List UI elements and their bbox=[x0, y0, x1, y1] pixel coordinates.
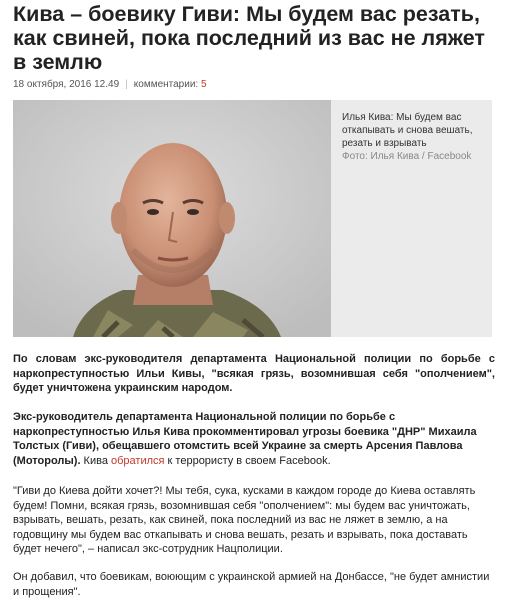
meta-divider: | bbox=[125, 79, 128, 90]
comments-label: комментарии: bbox=[133, 79, 199, 90]
facebook-post-link[interactable]: обратился bbox=[111, 454, 165, 467]
paragraph-2-pre: Кива bbox=[80, 454, 112, 467]
photo-block bbox=[13, 100, 492, 337]
quote-paragraph: "Гиви до Киева дойти хочет?! Мы тебя, сука, кусками в каждом городе до Киева оставлять будем! Помни, всякая грязь, возомнившая себя "ополчением": мы будем вас уничтожать, взрывать, вешать, резать, как свиней, пока последний из вас не ляжет в землю, а на годовщину мы будем вас откапывать и снова вешать, резать и взрывать, пока доставать будет нечего", – написал экс-сотрудник Нацполиции. bbox=[13, 485, 476, 555]
article-meta bbox=[13, 79, 207, 90]
photo-credit: Фото: Илья Кива / Facebook bbox=[342, 151, 472, 162]
photo-caption-text: Илья Кива: Мы будем вас откапывать и снова вешать, резать и взрывать bbox=[342, 112, 473, 149]
portrait-photo bbox=[13, 100, 331, 337]
article-date: 18 октября, 2016 12.49 bbox=[13, 79, 120, 90]
article-title: Кива – боевику Гиви: Мы будем вас резать, как свиней, пока последний из вас не ляжет в землю bbox=[13, 2, 485, 74]
paragraph-2 bbox=[13, 410, 495, 468]
paragraph-4: Он добавил, что боевикам, воюющим с украинской армией на Донбассе, "не будет амнистии и прощения". bbox=[13, 571, 490, 598]
photo-caption bbox=[342, 111, 487, 163]
paragraph-2-post: к террористу в своем Facebook. bbox=[164, 454, 331, 467]
comments-count: 5 bbox=[200, 79, 207, 90]
lead-paragraph: По словам экс-руководителя департамента Национальной полиции по борьбе с наркопреступностью Ильи Кивы, "всякая грязь, возомнившая себя "ополчением", будет уничтожена украинским народом. bbox=[13, 353, 495, 394]
comments-link[interactable] bbox=[134, 79, 207, 90]
paragraph-2-bold: Экс-руководитель департамента Национальной полиции по борьбе с наркопреступностью Илья Кива прокомментировал угрозы боевика "ДНР" Михаила Толстых (Гиви), обещавшего отомстить всей Украине за смерть Арсения Павлова (Моторолы). bbox=[13, 411, 477, 467]
